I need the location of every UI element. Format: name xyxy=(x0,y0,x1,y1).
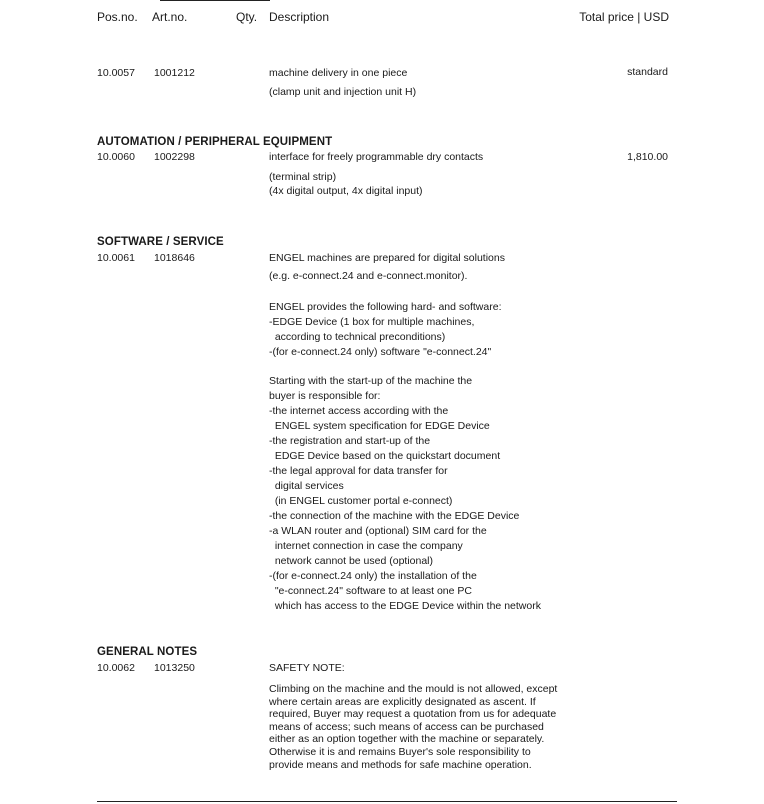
provided-hardware-block xyxy=(269,300,501,360)
art-no: 1001212 xyxy=(154,67,195,79)
pos-no: 10.0061 xyxy=(97,252,135,264)
description-line: -a WLAN router and (optional) SIM card for the xyxy=(269,525,487,537)
item-price: standard xyxy=(627,66,668,78)
col-header-total-price: Total price | USD xyxy=(579,10,669,24)
description-line: buyer is responsible for: xyxy=(269,390,381,402)
art-no: 1018646 xyxy=(154,252,195,264)
description-line: "e-connect.24" software to at least one PC xyxy=(269,585,472,597)
description-line: (terminal strip) xyxy=(269,171,337,183)
safety-note-text: Climbing on the machine and the mould is not allowed, except where certain areas are explicitly designated as ascent. If required, Buyer may request a quotation from us for adequate means of access; such means of access can be purchased either as an option together with the machine or separately. Otherwise it is and remains Buyer's sole responsibility to provide means and methods for safe machine operation. xyxy=(269,683,558,771)
description-line: -the connection of the machine with the EDGE Device xyxy=(269,510,520,522)
col-header-description: Description xyxy=(269,10,330,24)
pos-no: 10.0057 xyxy=(97,67,135,79)
description-line: machine delivery in one piece xyxy=(269,67,408,79)
art-no: 1013250 xyxy=(154,662,195,674)
bottom-rule xyxy=(97,801,677,802)
art-no: 1002298 xyxy=(154,151,195,163)
section-title: SOFTWARE / SERVICE xyxy=(97,236,224,248)
description-line: -the internet access according with the xyxy=(269,405,449,417)
description-line: ENGEL machines are prepared for digital solutions xyxy=(269,252,505,264)
description-line: -the registration and start-up of the xyxy=(269,435,431,447)
description-line: EDGE Device based on the quickstart document xyxy=(269,450,501,462)
col-header-art-no: Art.no. xyxy=(152,10,188,24)
description-line: ENGEL system specification for EDGE Device xyxy=(269,420,490,432)
section-title: GENERAL NOTES xyxy=(97,646,198,658)
description-line: digital services xyxy=(269,480,344,492)
description-line: Starting with the start-up of the machine the xyxy=(269,375,473,387)
col-header-qty: Qty. xyxy=(236,10,258,24)
description-line: -the legal approval for data transfer for xyxy=(269,465,448,477)
description-line: (clamp unit and injection unit H) xyxy=(269,86,417,98)
description-line: (e.g. e-connect.24 and e-connect.monitor). xyxy=(269,270,468,282)
description-line: ENGEL provides the following hard- and software: xyxy=(269,301,502,313)
item-price: 1,810.00 xyxy=(627,151,668,163)
description-line: (in ENGEL customer portal e-connect) xyxy=(269,495,453,507)
safety-note-title: SAFETY NOTE: xyxy=(269,662,345,674)
pos-no: 10.0062 xyxy=(97,662,135,674)
description-line: which has access to the EDGE Device within the network xyxy=(269,600,541,612)
description-line: (4x digital output, 4x digital input) xyxy=(269,185,423,197)
pos-no: 10.0060 xyxy=(97,151,135,163)
description-line: interface for freely programmable dry contacts xyxy=(269,151,484,163)
description-line: -(for e-connect.24 only) the installation of the xyxy=(269,570,477,582)
description-line: network cannot be used (optional) xyxy=(269,555,434,567)
description-line: internet connection in case the company xyxy=(269,540,463,552)
description-line: -EDGE Device (1 box for multiple machines, xyxy=(269,316,475,328)
col-header-pos-no: Pos.no. xyxy=(97,10,138,24)
top-rule xyxy=(160,0,270,1)
description-line: according to technical preconditions) xyxy=(269,331,446,343)
section-title: AUTOMATION / PERIPHERAL EQUIPMENT xyxy=(97,136,333,148)
description-line: -(for e-connect.24 only) software "e-connect.24" xyxy=(269,346,492,358)
buyer-responsibilities-block xyxy=(269,374,541,614)
